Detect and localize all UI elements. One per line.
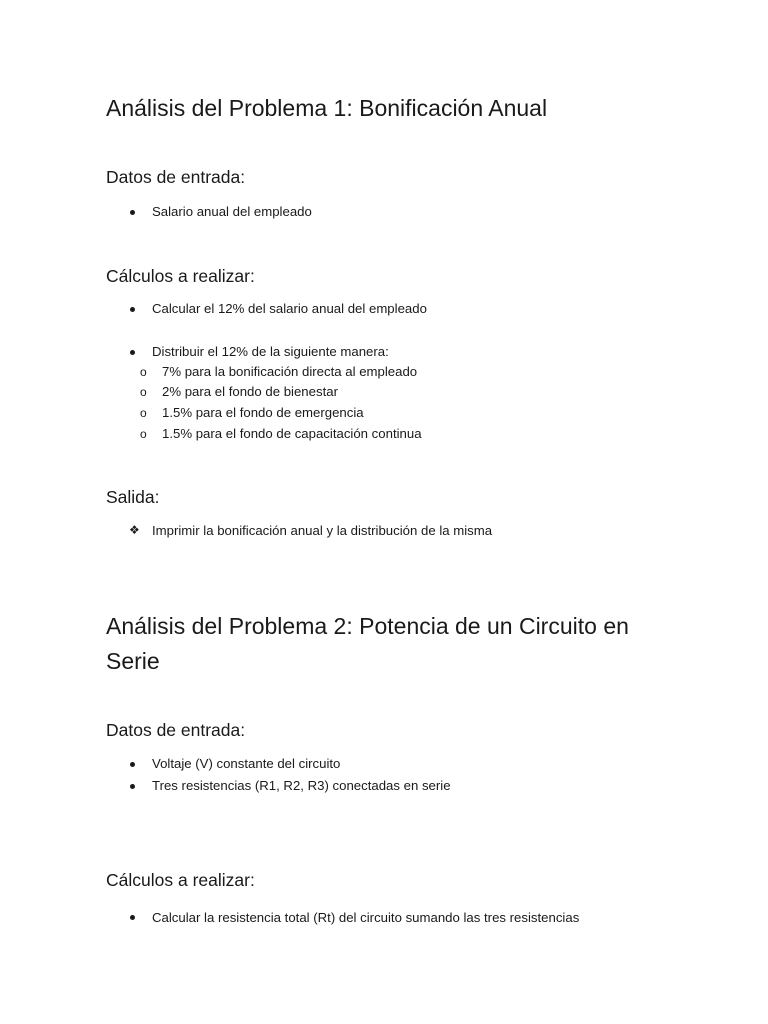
diamond-bullet-icon: ❖ (129, 523, 140, 537)
section2-title-line1: Análisis del Problema 2: Potencia de un Circuito en (106, 613, 629, 639)
section1-output-item: Imprimir la bonificación anual y la distribución de la misma (152, 523, 493, 538)
section1-title: Análisis del Problema 1: Bonificación Anual (106, 95, 548, 121)
bullet-disc-icon (130, 784, 135, 789)
circle-bullet-icon: o (140, 365, 147, 379)
circle-bullet-icon: o (140, 427, 147, 441)
bullet-disc-icon (130, 210, 135, 215)
section1-calc-heading: Cálculos a realizar: (106, 266, 255, 286)
section2-title-line2: Serie (106, 648, 160, 674)
section2-calc-heading: Cálculos a realizar: (106, 870, 255, 890)
section2-input-item: Tres resistencias (R1, R2, R3) conectadas en serie (152, 778, 451, 793)
circle-bullet-icon: o (140, 385, 147, 399)
section1-calc-subitem: 7% para la bonificación directa al empleado (162, 364, 418, 379)
section1-calc-subitem: 1.5% para el fondo de capacitación continua (162, 426, 422, 441)
bullet-disc-icon (130, 915, 135, 920)
section1-input-item: Salario anual del empleado (152, 204, 312, 219)
bullet-disc-icon (130, 307, 135, 312)
section2-calc-item: Calcular la resistencia total (Rt) del circuito sumando las tres resistencias (152, 910, 580, 925)
bullet-disc-icon (130, 350, 135, 355)
section2-input-heading: Datos de entrada: (106, 720, 246, 740)
section1-input-heading: Datos de entrada: (106, 167, 246, 187)
section1-calc-subitem: 2% para el fondo de bienestar (162, 384, 338, 399)
section2-input-item: Voltaje (V) constante del circuito (152, 756, 341, 771)
section1-calc-item-1: Calcular el 12% del salario anual del empleado (152, 301, 427, 316)
section1-calc-subitem: 1.5% para el fondo de emergencia (162, 405, 364, 420)
circle-bullet-icon: o (140, 406, 147, 420)
section1-calc-item-2: Distribuir el 12% de la siguiente manera: (152, 344, 389, 359)
section1-output-heading: Salida: (106, 487, 160, 507)
bullet-disc-icon (130, 762, 135, 767)
